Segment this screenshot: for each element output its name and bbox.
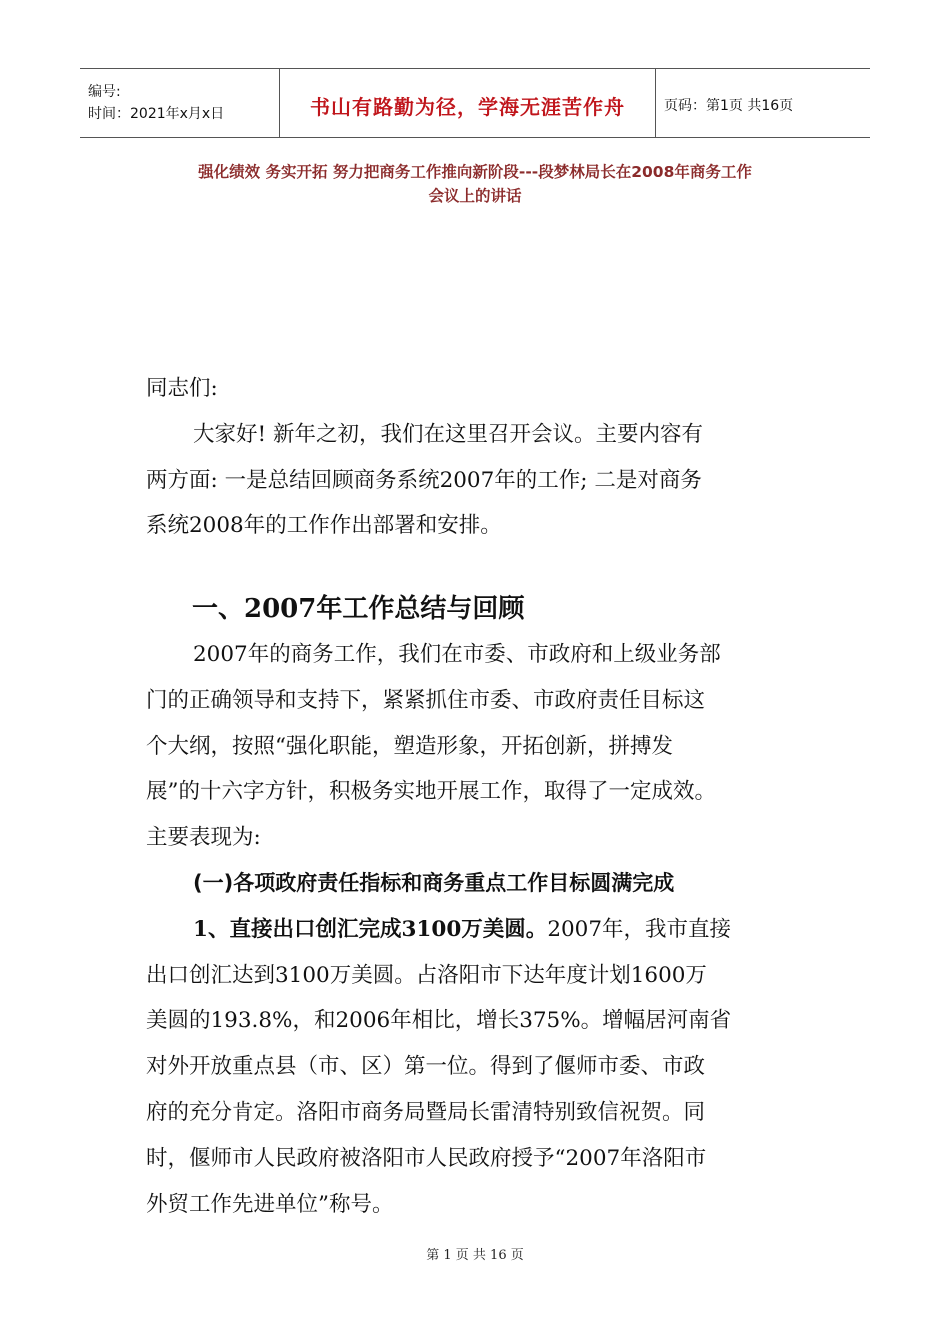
title-line-2: 会议上的讲话 (428, 187, 522, 205)
motto: 书山有路勤为径，学海无涯苦作舟 (280, 69, 656, 137)
page-info: 页码：第1页 共16页 (664, 98, 794, 114)
section-line-4: 展”的十六字方针，积极务实地开展工作，取得了一定成效。 (146, 779, 716, 805)
item1-rest: 2007年，我市直接 (547, 916, 732, 942)
date-label: 时间：2021年x月x日 (88, 106, 225, 122)
item1-line-5: 府的充分肯定。洛阳市商务局暨局长雷清特别致信祝贺。同 (146, 1099, 706, 1125)
document-title (100, 160, 850, 208)
intro-line-2: 两方面: 一是总结回顾商务系统2007年的工作; 二是对商务 (146, 467, 702, 493)
header-left-cell (80, 69, 280, 137)
item1-line-6: 时，偃师市人民政府被洛阳市人民政府授予“2007年洛阳市 (146, 1145, 707, 1171)
header-table (80, 68, 870, 138)
page-footer: 第 1 页 共 16 页 (426, 1248, 524, 1263)
greeting: 同志们: (146, 376, 218, 401)
intro-section (146, 366, 806, 549)
item1-line-3: 美圆的193.8%，和2006年相比，增长375%。增幅居河南省 (146, 1008, 732, 1034)
sub-heading: (一)各项政府责任指标和商务重点工作目标圆满完成 (193, 870, 675, 895)
item1-bold: 1、直接出口创汇完成3100万美圆。 (193, 916, 548, 942)
item1-line-7: 外贸工作先进单位”称号。 (146, 1191, 394, 1217)
item1-line-2: 出口创汇达到3100万美圆。占洛阳市下达年度计划1600万 (146, 962, 707, 988)
section-line-3: 个大纲，按照“强化职能，塑造形象，开拓创新，拼搏发 (146, 733, 673, 759)
intro-line-1: 大家好! 新年之初，我们在这里召开会议。主要内容有 (193, 421, 703, 447)
item1-line-4: 对外开放重点县（市、区）第一位。得到了偃师市委、市政 (146, 1054, 706, 1080)
title-line-1: 强化绩效 务实开拓 努力把商务工作推向新阶段---段梦林局长在2008年商务工作 (198, 163, 752, 181)
section-line-1: 2007年的商务工作，我们在市委、市政府和上级业务部 (193, 642, 721, 667)
section-heading: 一、2007年工作总结与回顾 (192, 594, 525, 624)
number-label: 编号: (88, 84, 121, 100)
section-line-2: 门的正确领导和支持下，紧紧抓住市委、市政府责任目标这 (146, 687, 706, 713)
intro-line-3: 系统2008年的工作作出部署和安排。 (146, 513, 502, 539)
section-body (146, 632, 806, 1227)
item1-line-1 (146, 907, 806, 953)
section-line-5: 主要表现为: (146, 825, 261, 851)
